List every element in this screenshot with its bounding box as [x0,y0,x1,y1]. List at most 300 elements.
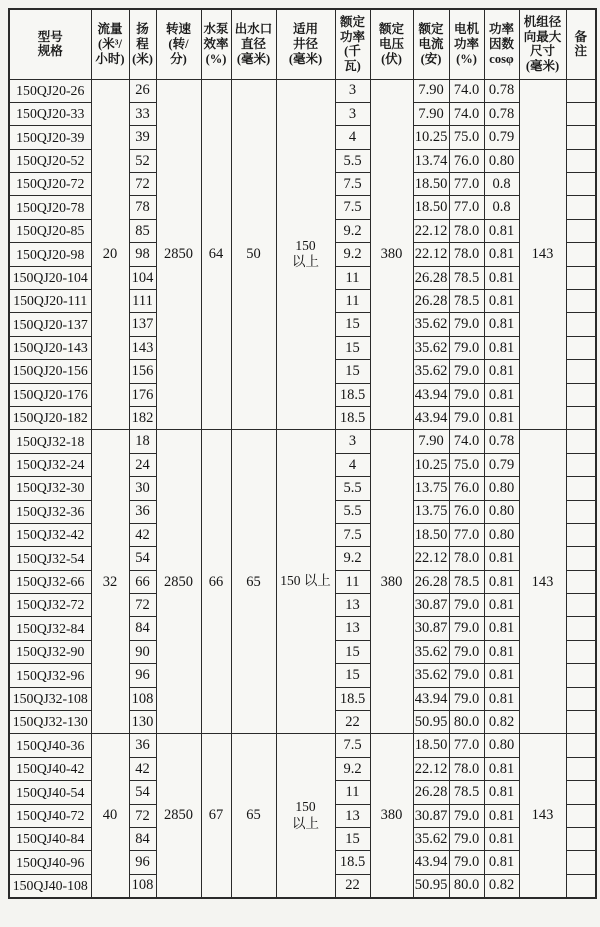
text-line: 功率 [339,29,365,44]
cell-motor: 79.0 [449,617,484,640]
cell-cos: 0.81 [484,664,519,687]
cell-motor: 79.0 [449,406,484,429]
cell-model: 150QJ40-36 [9,734,91,757]
cell-remark [566,336,596,359]
text-line: 150 [295,237,316,253]
text-line: 分) [170,51,187,66]
cell-remark [566,243,596,266]
cell-current: 43.94 [413,406,449,429]
cell-cos: 0.81 [484,360,519,383]
cell-cos: 0.80 [484,500,519,523]
cell-remark [566,734,596,757]
cell-cos: 0.8 [484,173,519,196]
cell-head: 26 [129,79,156,102]
text-line: 直径 [240,36,266,51]
cell-cos: 0.81 [484,406,519,429]
cell-remark [566,290,596,313]
cell-model: 150QJ32-18 [9,430,91,453]
cell-current: 7.90 [413,430,449,453]
column-header-max_dim [519,9,566,79]
cell-head: 176 [129,383,156,406]
cell-power: 15 [335,828,370,851]
cell-remark [566,664,596,687]
cell-motor: 78.0 [449,547,484,570]
cell-head: 39 [129,126,156,149]
cell-power: 7.5 [335,523,370,546]
cell-cos: 0.80 [484,523,519,546]
cell-remark [566,406,596,429]
cell-flow: 20 [91,79,129,430]
cell-model: 150QJ32-24 [9,453,91,476]
cell-head: 98 [129,243,156,266]
cell-current: 22.12 [413,547,449,570]
cell-remark [566,219,596,242]
cell-head: 156 [129,360,156,383]
column-header-pump_eff [201,9,231,79]
cell-model: 150QJ20-176 [9,383,91,406]
cell-cos: 0.81 [484,594,519,617]
cell-model: 150QJ32-42 [9,523,91,546]
cell-motor: 74.0 [449,102,484,125]
cell-motor: 79.0 [449,594,484,617]
cell-outlet: 50 [231,79,276,430]
text-line: (千 [344,44,361,59]
cell-model: 150QJ32-66 [9,570,91,593]
cell-power: 13 [335,617,370,640]
text-line: 额定 [378,22,404,37]
cell-well [276,734,335,898]
cell-cos: 0.81 [484,781,519,804]
cell-head: 54 [129,781,156,804]
cell-cos: 0.81 [484,266,519,289]
cell-head: 24 [129,453,156,476]
column-header-remark [566,9,596,79]
cell-cos: 0.78 [484,430,519,453]
cell-current: 26.28 [413,781,449,804]
text-line: 额定 [418,22,444,37]
cell-model: 150QJ20-33 [9,102,91,125]
cell-head: 137 [129,313,156,336]
cell-current: 7.90 [413,79,449,102]
cell-model: 150QJ20-26 [9,79,91,102]
cell-motor: 74.0 [449,430,484,453]
cell-cos: 0.81 [484,640,519,663]
cell-power: 7.5 [335,173,370,196]
cell-head: 42 [129,757,156,780]
cell-power: 18.5 [335,383,370,406]
cell-head: 30 [129,477,156,500]
cell-power: 22 [335,711,370,734]
cell-model: 150QJ32-30 [9,477,91,500]
text-line: 电流 [418,36,444,51]
column-header-power [335,9,370,79]
cell-remark [566,196,596,219]
cell-model: 150QJ40-72 [9,804,91,827]
cell-motor: 79.0 [449,336,484,359]
cell-power: 13 [335,804,370,827]
cell-power: 5.5 [335,500,370,523]
cell-motor: 79.0 [449,383,484,406]
cell-power: 13 [335,594,370,617]
cell-current: 30.87 [413,617,449,640]
cell-remark [566,851,596,874]
cell-model: 150QJ32-84 [9,617,91,640]
cell-power: 22 [335,874,370,897]
cell-motor: 80.0 [449,874,484,897]
cell-remark [566,828,596,851]
cell-power: 11 [335,781,370,804]
cell-head: 111 [129,290,156,313]
cell-head: 36 [129,500,156,523]
cell-remark [566,360,596,383]
cell-head: 72 [129,594,156,617]
cell-motor: 77.0 [449,734,484,757]
text-line: 流量 [97,22,123,37]
cell-cos: 0.8 [484,196,519,219]
cell-power: 5.5 [335,149,370,172]
text-line: 水泵 [203,22,229,37]
cell-outlet: 65 [231,734,276,898]
cell-current: 43.94 [413,383,449,406]
cell-power: 9.2 [335,547,370,570]
cell-cos: 0.82 [484,711,519,734]
cell-power: 15 [335,360,370,383]
cell-cos: 0.80 [484,477,519,500]
cell-model: 150QJ20-156 [9,360,91,383]
text-line: 扬 [136,22,149,37]
cell-head: 66 [129,570,156,593]
cell-cos: 0.79 [484,453,519,476]
cell-cos: 0.78 [484,102,519,125]
cell-head: 143 [129,336,156,359]
cell-model: 150QJ20-143 [9,336,91,359]
cell-motor: 78.5 [449,290,484,313]
cell-model: 150QJ40-108 [9,874,91,897]
cell-motor: 78.5 [449,266,484,289]
cell-model: 150QJ32-130 [9,711,91,734]
text-line: (安) [420,51,442,66]
cell-model: 150QJ20-104 [9,266,91,289]
cell-remark [566,430,596,453]
cell-motor: 78.5 [449,781,484,804]
cell-motor: 78.0 [449,757,484,780]
cell-power: 9.2 [335,243,370,266]
cell-motor: 75.0 [449,453,484,476]
cell-well [276,430,335,734]
cell-current: 10.25 [413,453,449,476]
text-line: 备 [574,29,587,44]
cell-power: 3 [335,102,370,125]
cell-model: 150QJ40-84 [9,828,91,851]
text-line: (转/ [168,36,189,51]
cell-power: 15 [335,640,370,663]
cell-current: 22.12 [413,243,449,266]
text-line: 以上 [292,254,319,270]
column-header-flow [91,9,129,79]
cell-current: 26.28 [413,290,449,313]
header-row [9,9,596,79]
cell-power: 18.5 [335,406,370,429]
cell-remark [566,149,596,172]
cell-remark [566,453,596,476]
column-header-head [129,9,156,79]
cell-head: 104 [129,266,156,289]
cell-model: 150QJ20-98 [9,243,91,266]
cell-power: 15 [335,336,370,359]
cell-current: 18.50 [413,173,449,196]
column-header-motor [449,9,484,79]
cell-current: 43.94 [413,851,449,874]
column-header-speed [156,9,201,79]
cell-current: 35.62 [413,336,449,359]
cell-motor: 77.0 [449,523,484,546]
cell-motor: 78.0 [449,219,484,242]
text-line: 150 [295,798,316,814]
cell-speed: 2850 [156,734,201,898]
cell-head: 108 [129,874,156,897]
cell-motor: 79.0 [449,828,484,851]
cell-cos: 0.81 [484,851,519,874]
text-line: 出水口 [234,22,273,37]
cell-cos: 0.81 [484,383,519,406]
cell-power: 11 [335,266,370,289]
cell-head: 78 [129,196,156,219]
cell-power: 9.2 [335,219,370,242]
text-line: 因数 [488,36,514,51]
cell-head: 85 [129,219,156,242]
text-line: 以上 [292,815,319,831]
text-line: (毫米) [525,59,560,73]
cell-current: 26.28 [413,570,449,593]
cell-voltage: 380 [370,79,413,430]
cell-remark [566,477,596,500]
cell-cos: 0.80 [484,149,519,172]
text-line: 转速 [165,22,191,37]
cell-power: 5.5 [335,477,370,500]
cell-model: 150QJ32-72 [9,594,91,617]
cell-motor: 79.0 [449,664,484,687]
cell-motor: 77.0 [449,173,484,196]
text-line: 瓦) [344,59,361,73]
text-line: cosφ [489,51,514,66]
cell-current: 50.95 [413,711,449,734]
cell-model: 150QJ32-36 [9,500,91,523]
text-line: 井径 [292,36,318,51]
cell-remark [566,500,596,523]
cell-power: 11 [335,290,370,313]
cell-head: 72 [129,804,156,827]
column-header-voltage [370,9,413,79]
cell-max-dim: 143 [519,734,566,898]
cell-remark [566,757,596,780]
column-header-current [413,9,449,79]
cell-well [276,79,335,430]
cell-power: 15 [335,313,370,336]
text-line: 注 [574,44,587,59]
cell-pump-eff: 66 [201,430,231,734]
cell-motor: 74.0 [449,79,484,102]
cell-current: 18.50 [413,734,449,757]
cell-motor: 80.0 [449,711,484,734]
cell-motor: 77.0 [449,196,484,219]
cell-motor: 79.0 [449,851,484,874]
cell-motor: 79.0 [449,360,484,383]
cell-current: 7.90 [413,102,449,125]
table-header [9,9,596,79]
cell-power: 7.5 [335,196,370,219]
cell-model: 150QJ40-96 [9,851,91,874]
cell-cos: 0.81 [484,290,519,313]
cell-cos: 0.81 [484,687,519,710]
cell-current: 35.62 [413,640,449,663]
cell-cos: 0.81 [484,243,519,266]
cell-current: 35.62 [413,828,449,851]
cell-remark [566,781,596,804]
cell-current: 22.12 [413,757,449,780]
text-line: 功率 [453,36,479,51]
cell-current: 35.62 [413,313,449,336]
text-line: 程 [136,36,149,51]
cell-head: 84 [129,617,156,640]
cell-motor: 78.5 [449,570,484,593]
text-line: (毫米) [236,51,271,66]
cell-outlet: 65 [231,430,276,734]
cell-current: 30.87 [413,804,449,827]
text-line: (%) [456,51,477,66]
column-header-cos [484,9,519,79]
cell-current: 13.75 [413,477,449,500]
cell-current: 30.87 [413,594,449,617]
table-row [9,79,596,102]
cell-remark [566,313,596,336]
cell-model: 150QJ20-78 [9,196,91,219]
cell-cos: 0.78 [484,79,519,102]
cell-head: 33 [129,102,156,125]
cell-current: 35.62 [413,664,449,687]
cell-remark [566,804,596,827]
cell-head: 42 [129,523,156,546]
cell-remark [566,523,596,546]
cell-model: 150QJ20-111 [9,290,91,313]
cell-current: 26.28 [413,266,449,289]
cell-current: 13.74 [413,149,449,172]
text-line: (毫米) [288,51,323,66]
cell-speed: 2850 [156,79,201,430]
cell-motor: 79.0 [449,640,484,663]
cell-power: 11 [335,570,370,593]
cell-remark [566,594,596,617]
cell-head: 54 [129,547,156,570]
cell-remark [566,266,596,289]
cell-cos: 0.81 [484,219,519,242]
cell-current: 35.62 [413,360,449,383]
cell-motor: 79.0 [449,313,484,336]
column-header-well [276,9,335,79]
text-line: 机组径 [523,14,562,29]
cell-cos: 0.81 [484,570,519,593]
column-header-model [9,9,91,79]
cell-head: 52 [129,149,156,172]
cell-cos: 0.82 [484,874,519,897]
cell-current: 18.50 [413,523,449,546]
cell-remark [566,102,596,125]
cell-head: 18 [129,430,156,453]
cell-remark [566,640,596,663]
cell-voltage: 380 [370,734,413,898]
text-line: 电机 [453,22,479,37]
cell-model: 150QJ20-137 [9,313,91,336]
cell-remark [566,173,596,196]
cell-cos: 0.81 [484,804,519,827]
text-line: 向最大 [523,29,562,44]
cell-current: 22.12 [413,219,449,242]
cell-power: 3 [335,430,370,453]
cell-voltage: 380 [370,430,413,734]
cell-model: 150QJ20-52 [9,149,91,172]
cell-remark [566,383,596,406]
cell-cos: 0.81 [484,828,519,851]
cell-remark [566,570,596,593]
cell-motor: 76.0 [449,477,484,500]
cell-current: 18.50 [413,196,449,219]
text-line: (%) [205,51,227,66]
cell-remark [566,874,596,897]
cell-current: 10.25 [413,126,449,149]
cell-remark [566,687,596,710]
text-line: 规格 [37,44,63,59]
cell-model: 150QJ32-96 [9,664,91,687]
text-line: 额定 [339,14,365,29]
cell-motor: 79.0 [449,687,484,710]
cell-cos: 0.81 [484,547,519,570]
cell-current: 50.95 [413,874,449,897]
cell-head: 96 [129,664,156,687]
cell-remark [566,617,596,640]
cell-power: 4 [335,126,370,149]
table-row [9,430,596,453]
cell-head: 130 [129,711,156,734]
cell-model: 150QJ20-39 [9,126,91,149]
cell-flow: 32 [91,430,129,734]
table-body [9,79,596,898]
text-line: 150 以上 [280,573,331,589]
cell-power: 15 [335,664,370,687]
cell-model: 150QJ40-42 [9,757,91,780]
cell-head: 96 [129,851,156,874]
text-line: 功率 [488,22,514,37]
cell-motor: 76.0 [449,149,484,172]
cell-power: 3 [335,79,370,102]
cell-power: 18.5 [335,851,370,874]
cell-model: 150QJ40-54 [9,781,91,804]
cell-pump-eff: 67 [201,734,231,898]
text-line: 小时) [95,51,125,66]
table-row [9,734,596,757]
cell-model: 150QJ20-182 [9,406,91,429]
text-line: (米) [132,51,153,66]
cell-model: 150QJ32-54 [9,547,91,570]
cell-motor: 76.0 [449,500,484,523]
cell-motor: 75.0 [449,126,484,149]
cell-power: 9.2 [335,757,370,780]
cell-power: 7.5 [335,734,370,757]
text-line: (米³/ [98,36,122,51]
cell-current: 13.75 [413,500,449,523]
cell-head: 108 [129,687,156,710]
cell-remark [566,711,596,734]
cell-motor: 79.0 [449,804,484,827]
cell-flow: 40 [91,734,129,898]
